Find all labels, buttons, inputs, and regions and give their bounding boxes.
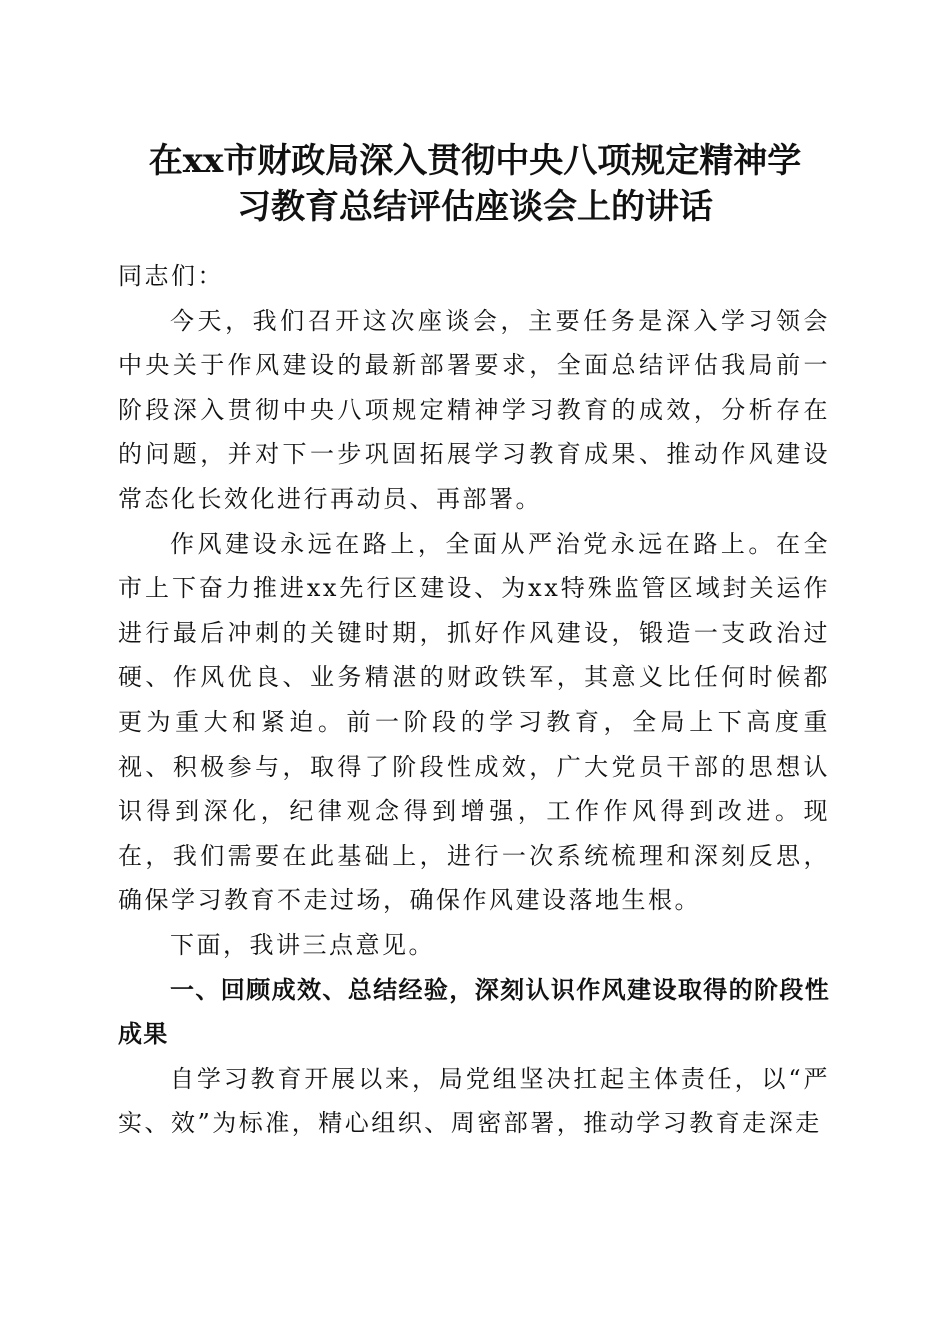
paragraph-section-one: 自学习教育开展以来，局党组坚决扛起主体责任，以“严实、效”为标准，精心组织、周密部署，推动学习教育走深走 [118,1064,830,1138]
title-line-1: 在xx市财政局深入贯彻中央八项规定精神学 [148,141,802,181]
title-line-2: 习教育总结评估座谈会上的讲话 [237,187,713,227]
document-body [118,254,830,1146]
document-title [100,138,850,230]
paragraph-context: 作风建设永远在路上，全面从严治党永远在路上。在全市上下奋力推进xx先行区建设、为xx特殊监管区域封关运作进行最后冲刺的关键时期，抓好作风建设，锻造一支政治过硬、作风优良、业务精湛的财政铁军，其意义比任何时候都更为重大和紧迫。前一阶段的学习教育，全局上下高度重视、积极参与，取得了阶段性成效，广大党员干部的思想认识得到深化，纪律观念得到增强，工作作风得到改进。现在，我们需要在此基础上，进行一次系统梳理和深刻反思，确保学习教育不走过场，确保作风建设落地生根。 [118,529,830,915]
salutation: 同志们： [118,262,224,290]
paragraph-transition: 下面，我讲三点意见。 [170,930,435,959]
section-heading: 一、回顾成效、总结经验，深刻认识作风建设取得的阶段性成果 [118,975,830,1049]
paragraph-opening: 今天，我们召开这次座谈会，主要任务是深入学习领会中央关于作风建设的最新部署要求，全面总结评估我局前一阶段深入贯彻中央八项规定精神学习教育的成效，分析存在的问题，并对下一步巩固拓展学习教育成果、推动作风建设常态化长效化进行再动员、再部署。 [118,306,830,513]
